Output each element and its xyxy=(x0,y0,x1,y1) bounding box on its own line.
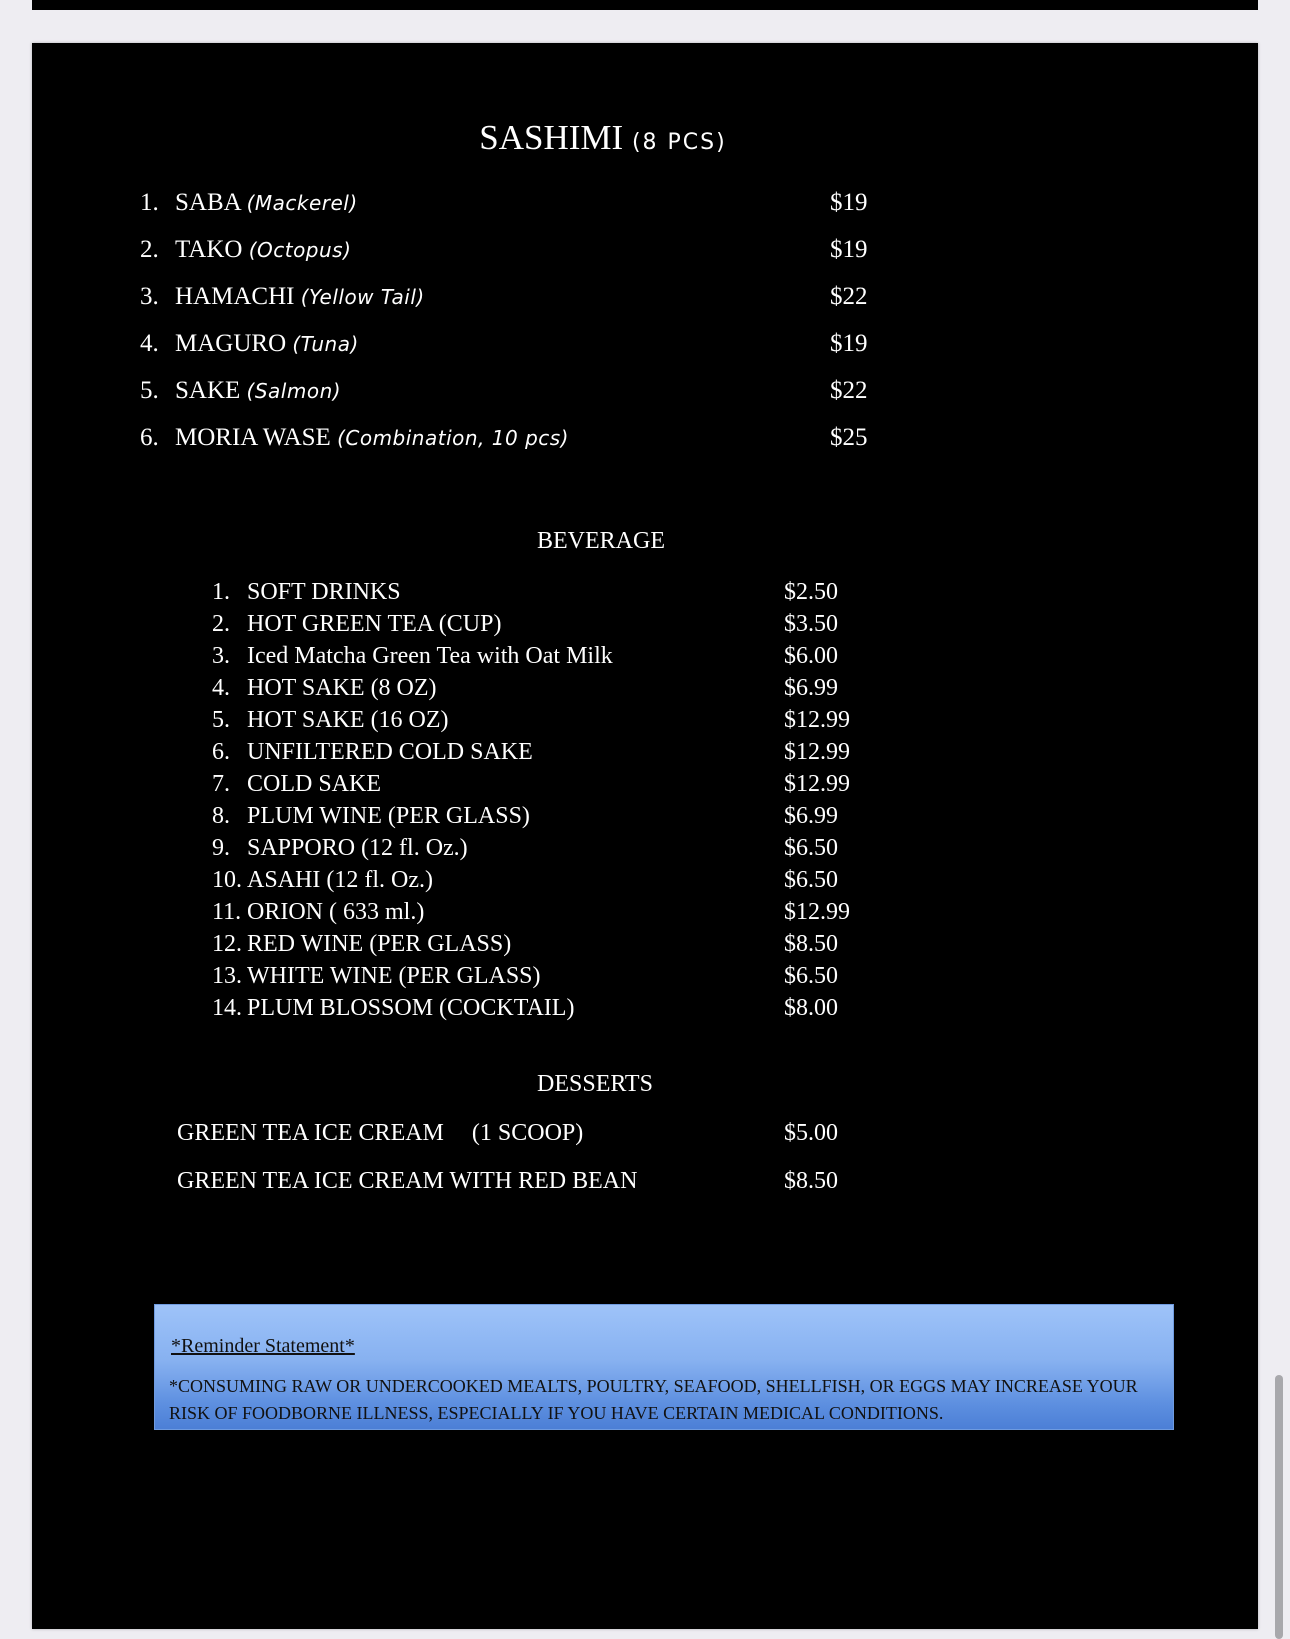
item-name: ORION ( 633 ml.) xyxy=(247,899,425,925)
item-number: 4. xyxy=(212,675,230,701)
item-price: $8.00 xyxy=(784,995,838,1021)
beverage-item xyxy=(212,672,852,704)
item-number: 10. xyxy=(212,867,242,893)
item-price: $12.99 xyxy=(784,707,850,733)
item-name: MORIA WASE (Combination, 10 pcs) xyxy=(175,424,569,451)
item-number: 11. xyxy=(212,899,242,925)
sashimi-heading xyxy=(32,118,1174,158)
item-price: $8.50 xyxy=(784,1168,838,1194)
beverage-item xyxy=(212,736,852,768)
item-price: $22 xyxy=(830,283,868,310)
item-description: (Octopus) xyxy=(248,238,352,262)
item-price: $6.50 xyxy=(784,963,838,989)
item-description: (Mackerel) xyxy=(246,191,358,215)
beverage-item xyxy=(212,928,852,960)
sashimi-item xyxy=(140,324,900,364)
menu-page xyxy=(32,43,1258,1629)
item-price: $19 xyxy=(830,236,868,263)
dessert-item xyxy=(177,1163,877,1199)
item-name: HOT SAKE (16 OZ) xyxy=(247,707,449,733)
previous-page-edge xyxy=(32,0,1258,10)
vertical-scrollbar[interactable] xyxy=(1275,1375,1283,1639)
dessert-item xyxy=(177,1115,877,1151)
item-number: 1. xyxy=(212,579,230,605)
item-quantity: (1 SCOOP) xyxy=(471,1120,584,1146)
reminder-box xyxy=(154,1304,1174,1430)
item-number: 14. xyxy=(212,995,242,1021)
item-number: 6. xyxy=(212,739,230,765)
beverage-heading: BEVERAGE xyxy=(537,528,665,554)
item-number: 7. xyxy=(212,771,230,797)
item-number: 5. xyxy=(212,707,230,733)
item-name: SOFT DRINKS xyxy=(247,579,401,605)
item-name: RED WINE (PER GLASS) xyxy=(247,931,512,957)
item-price: $25 xyxy=(830,424,868,451)
item-number: 6. xyxy=(140,424,159,451)
item-price: $6.50 xyxy=(784,835,838,861)
item-number: 2. xyxy=(140,236,159,263)
sashimi-subtitle: (8 PCS) xyxy=(631,130,727,155)
beverage-item xyxy=(212,832,852,864)
item-number: 5. xyxy=(140,377,159,404)
item-price: $6.50 xyxy=(784,867,838,893)
beverage-item xyxy=(212,640,852,672)
beverage-item xyxy=(212,864,852,896)
item-price: $12.99 xyxy=(784,771,850,797)
sashimi-title: SASHIMI xyxy=(479,118,624,157)
item-number: 1. xyxy=(140,189,159,216)
desserts-heading: DESSERTS xyxy=(537,1071,653,1097)
item-price: $6.99 xyxy=(784,803,838,829)
item-name: PLUM WINE (PER GLASS) xyxy=(247,803,530,829)
item-name: GREEN TEA ICE CREAM xyxy=(177,1120,444,1146)
item-name: SAPPORO (12 fl. Oz.) xyxy=(247,835,468,861)
item-price: $5.00 xyxy=(784,1120,838,1146)
item-name: SAKE (Salmon) xyxy=(175,377,342,404)
item-description: (Tuna) xyxy=(292,332,359,356)
item-name: TAKO (Octopus) xyxy=(175,236,352,263)
item-name: Iced Matcha Green Tea with Oat Milk xyxy=(247,643,613,669)
item-price: $6.99 xyxy=(784,675,838,701)
item-price: $12.99 xyxy=(784,739,850,765)
beverage-item xyxy=(212,704,852,736)
item-description: (Yellow Tail) xyxy=(300,285,425,309)
item-name: GREEN TEA ICE CREAM WITH RED BEAN xyxy=(177,1168,638,1194)
item-name: PLUM BLOSSOM (COCKTAIL) xyxy=(247,995,575,1021)
sashimi-item xyxy=(140,418,900,458)
item-name: UNFILTERED COLD SAKE xyxy=(247,739,533,765)
sashimi-item xyxy=(140,183,900,223)
item-number: 3. xyxy=(212,643,230,669)
item-name: WHITE WINE (PER GLASS) xyxy=(247,963,541,989)
item-description: (Combination, 10 pcs) xyxy=(337,426,569,450)
item-number: 4. xyxy=(140,330,159,357)
item-price: $12.99 xyxy=(784,899,850,925)
beverage-item xyxy=(212,800,852,832)
item-description: (Salmon) xyxy=(246,379,342,403)
sashimi-item xyxy=(140,230,900,270)
reminder-text: *CONSUMING RAW OR UNDERCOOKED MEALTS, POULTRY, SEAFOOD, SHELLFISH, OR EGGS MAY INCREASE YOUR RISK OF FOODBORNE ILLNESS, ESPECIALLY IF YOU HAVE CERTAIN MEDICAL CONDITIONS. xyxy=(169,1376,1138,1423)
item-number: 12. xyxy=(212,931,242,957)
beverage-item xyxy=(212,608,852,640)
item-price: $19 xyxy=(830,189,868,216)
beverage-item xyxy=(212,896,852,928)
item-number: 3. xyxy=(140,283,159,310)
item-price: $6.00 xyxy=(784,643,838,669)
sashimi-item xyxy=(140,371,900,411)
item-name: HOT GREEN TEA (CUP) xyxy=(247,611,502,637)
item-number: 2. xyxy=(212,611,230,637)
item-number: 9. xyxy=(212,835,230,861)
item-price: $19 xyxy=(830,330,868,357)
item-price: $8.50 xyxy=(784,931,838,957)
item-name: HOT SAKE (8 OZ) xyxy=(247,675,437,701)
item-price: $22 xyxy=(830,377,868,404)
item-number: 13. xyxy=(212,963,242,989)
item-name: ASAHI (12 fl. Oz.) xyxy=(247,867,433,893)
item-name: HAMACHI (Yellow Tail) xyxy=(175,283,425,310)
item-name: COLD SAKE xyxy=(247,771,382,797)
beverage-item xyxy=(212,576,852,608)
item-name: SABA (Mackerel) xyxy=(175,189,358,216)
sashimi-item xyxy=(140,277,900,317)
beverage-item xyxy=(212,768,852,800)
item-price: $3.50 xyxy=(784,611,838,637)
item-number: 8. xyxy=(212,803,230,829)
reminder-title: *Reminder Statement* xyxy=(171,1335,355,1357)
beverage-item xyxy=(212,992,852,1024)
item-price: $2.50 xyxy=(784,579,838,605)
beverage-item xyxy=(212,960,852,992)
item-name: MAGURO (Tuna) xyxy=(175,330,359,357)
